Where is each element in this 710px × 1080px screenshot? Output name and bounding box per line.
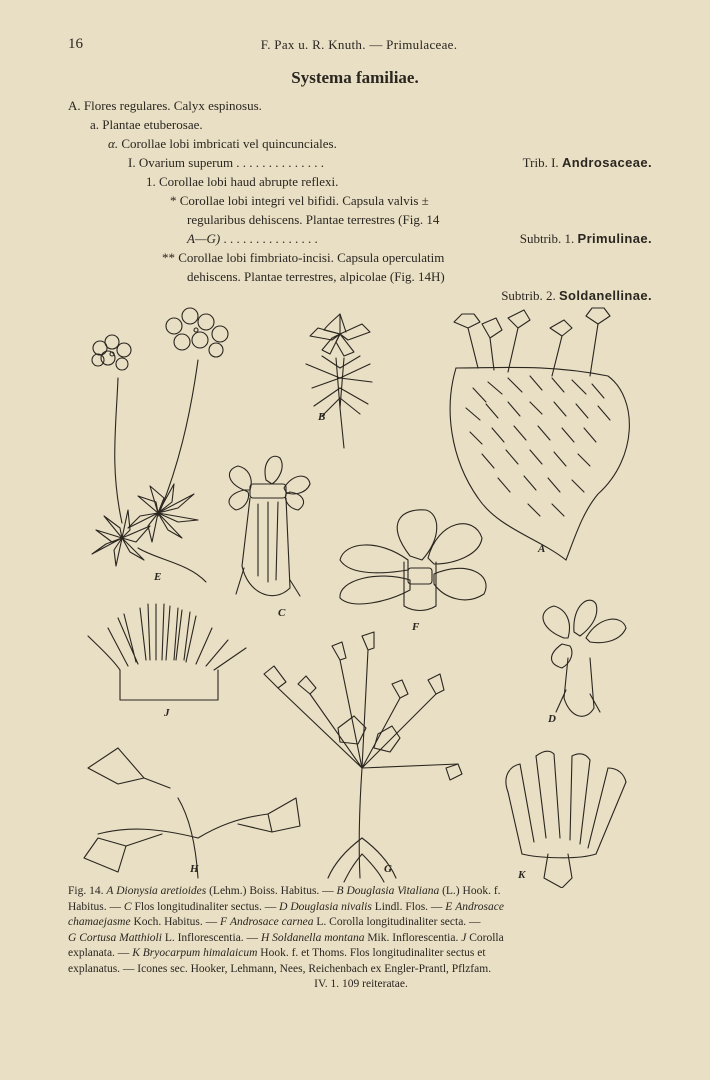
key-text: I. Ovarium superum . . . . . . . . . . . . . . <box>128 155 325 170</box>
figure-label-c: C <box>278 607 286 619</box>
key-line <box>128 153 652 172</box>
taxon-name: Soldanellinae. <box>558 288 652 303</box>
caption-line: explanatus. — Icones sec. Hooker, Lehmann, Nees, Reichenbach ex Engler-Prantl, Pflzfam. <box>68 962 492 975</box>
illustration-h-soldanella-montana <box>84 748 300 878</box>
botanical-figure-plate <box>78 298 658 888</box>
key-line: 1. Corollae lobi haud abrupte reflexi. <box>146 174 339 189</box>
key-line: * Corollae lobi integri vel bifidi. Capsula valvis ± <box>170 193 429 208</box>
figure-label-d: D <box>548 713 556 725</box>
figure-label-e: E <box>154 571 162 583</box>
taxon-name: Androsaceae. <box>561 155 652 170</box>
key-dots: . . . . . . . . . . . . . . . <box>223 231 318 246</box>
caption-line: Fig. 14. A Dionysia aretioides (Lehm.) Boiss. Habitus. — B Douglasia Vitaliana (L.) Hook. f. <box>68 885 501 897</box>
umbel-left <box>92 335 131 370</box>
key-line: A. Flores regulares. Calyx espinosus. <box>68 98 262 113</box>
running-title: F. Pax u. R. Knuth. — Primulaceae. <box>260 37 458 52</box>
illustration-d-douglasia-nivalis <box>543 600 626 716</box>
caption-line: chamaejasme Koch. Habitus. — F Androsace carnea L. Corolla longitudinaliter secta. — <box>68 916 481 928</box>
key-line: a. Plantae etuberosae. <box>90 117 203 132</box>
figure-caption <box>68 884 654 993</box>
figure-label-j: J <box>164 707 170 719</box>
caption-line: Habitus. — C Flos longitudinaliter sectus. — D Douglasia nivalis Lindl. Flos. — E Androsace <box>68 900 504 913</box>
key-taxon <box>520 229 652 248</box>
illustration-j-corolla-explanata <box>88 604 246 700</box>
running-head <box>68 36 650 56</box>
figure-label-k: K <box>518 869 526 881</box>
caption-line: IV. 1. 109 reiteratae. <box>314 978 408 990</box>
key-line <box>108 134 337 153</box>
illustration-a-dionysia-aretioides <box>450 308 629 560</box>
caption-line: explanata. — K Bryocarpum himalaicum Hook. f. et Thoms. Flos longitudinaliter sectus et <box>68 947 486 959</box>
key-taxon <box>523 153 652 172</box>
rank-label: Subtrib. 1. <box>519 231 575 246</box>
figure-label-f: F <box>412 621 420 633</box>
key-line: regularibus dehiscens. Plantae terrestres (Fig. 14 <box>187 212 440 227</box>
key-line <box>187 229 652 248</box>
figure-label-g: G <box>384 863 392 875</box>
key-line: dehiscens. Plantae terrestres, alpicolae (Fig. 14H) <box>187 269 445 284</box>
key-ref: A—G) <box>187 231 221 246</box>
page-number: 16 <box>68 36 83 52</box>
key-text: Corollae lobi imbricati vel quincunciales. <box>121 136 337 151</box>
figure-label-h: H <box>190 863 199 875</box>
illustration-g-cortusa-matthioli <box>264 632 462 882</box>
caption-line: G Cortusa Matthioli L. Inflorescentia. — H Soldanella montana Mik. Inflorescentia. J Corolla <box>68 931 504 944</box>
illustration-b-douglasia-vitaliana <box>306 314 372 448</box>
illustration-k-bryocarpum-himalaicum <box>506 751 626 888</box>
rank-label: Trib. I. <box>522 155 559 170</box>
figure-label-a: A <box>538 543 546 555</box>
rank-label: Subtrib. 2. <box>501 288 556 303</box>
taxon-name: Primulinae. <box>577 231 652 246</box>
section-title: Systema familiae. <box>291 68 419 87</box>
key-marker: α. <box>108 136 119 151</box>
illustration-c-flower-section <box>229 456 310 596</box>
illustration-f-androsace-carnea <box>340 510 486 611</box>
rosette-upper <box>128 484 198 542</box>
key-line: ** Corollae lobi fimbriato-incisi. Capsula operculatim <box>162 250 445 265</box>
figure-label-b: B <box>318 411 326 423</box>
umbel-right <box>166 308 228 357</box>
illustration-e-androsace-chamaejasme <box>92 308 228 582</box>
